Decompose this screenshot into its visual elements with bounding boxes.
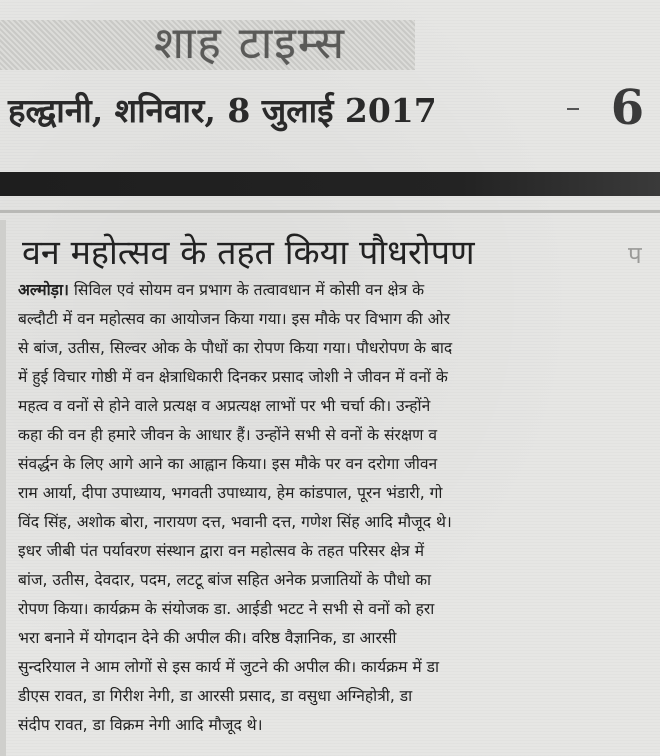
article-line: संदीप रावत, डा विक्रम नेगी आदि मौजूद थे। — [18, 716, 263, 734]
article-line: महत्व व वनों से होने वाले प्रत्यक्ष व अप्रत्यक्ष लाभों पर भी चर्चा की। उन्होंने — [18, 397, 431, 415]
article-line: भरा बनाने में योगदान देने की अपील की। वरिष्ठ वैज्ञानिक, डा आरसी — [18, 629, 397, 647]
masthead-title: शाह टाइम्स — [154, 18, 346, 69]
article-line: रोपण किया। कार्यक्रम के संयोजक डा. आईडी भटट ने सभी से वनों को हरा — [18, 600, 435, 618]
article-line: से बांज, उतीस, सिल्वर ओक के पौधों का रोपण किया गया। पौधरोपण के बाद — [18, 339, 453, 357]
article-line: कहा की वन ही हमारे जीवन के आधार हैं। उन्होंने सभी से वनों के संरक्षण व — [18, 426, 438, 444]
article-line: बल्दौटी में वन महोत्सव का आयोजन किया गया। इस मौके पर विभाग की ओर — [18, 310, 450, 328]
article-line: बांज, उतीस, देवदार, पदम, लटटू बांज सहित अनेक प्रजातियों के पौधो का — [18, 571, 432, 589]
column-border — [0, 220, 6, 756]
article-line: विंद सिंह, अशोक बोरा, नारायण दत्त, भवानी दत्त, गणेश सिंह आदि मौजूद थे। — [18, 513, 452, 531]
article-line: राम आर्या, दीपा उपाध्याय, भगवती उपाध्याय, हेम कांडपाल, पूरन भंडारी, गो — [18, 484, 443, 502]
dateline-dash — [567, 108, 579, 110]
section-rule-thin — [0, 210, 660, 213]
dateline: हल्द्वानी, शनिवार, 8 जुलाई 2017 — [8, 91, 437, 130]
adjacent-column-fragment: प — [628, 241, 642, 269]
article-line: संवर्द्धन के लिए आगे आने का आह्वान किया। इस मौके पर वन दरोगा जीवन — [18, 455, 438, 473]
article-line: में हुई विचार गोष्ठी में वन क्षेत्राधिकारी दिनकर प्रसाद जोशी ने जीवन में वनों के — [18, 368, 448, 386]
article-line: सुन्दरियाल ने आम लोगों से इस कार्य में जुटने की अपील की। कार्यक्रम में डा — [18, 658, 440, 676]
article-line: इधर जीबी पंत पर्यावरण संस्थान द्वारा वन महोत्सव के तहत परिसर क्षेत्र में — [18, 542, 425, 560]
article-body — [18, 276, 658, 740]
article-headline: वन महोत्सव के तहत किया पौधरोपण — [22, 233, 475, 273]
page-number: 6 — [610, 80, 645, 136]
article-line — [18, 276, 658, 305]
section-rule-thick — [0, 172, 660, 196]
article-line-text: सिविल एवं सोयम वन प्रभाग के तत्वावधान में कोसी वन क्षेत्र के — [73, 281, 425, 299]
article-line: डीएस रावत, डा गिरीश नेगी, डा आरसी प्रसाद, डा वसुधा अग्निहोत्री, डा — [18, 687, 413, 705]
article-place: अल्मोड़ा। — [18, 281, 69, 299]
